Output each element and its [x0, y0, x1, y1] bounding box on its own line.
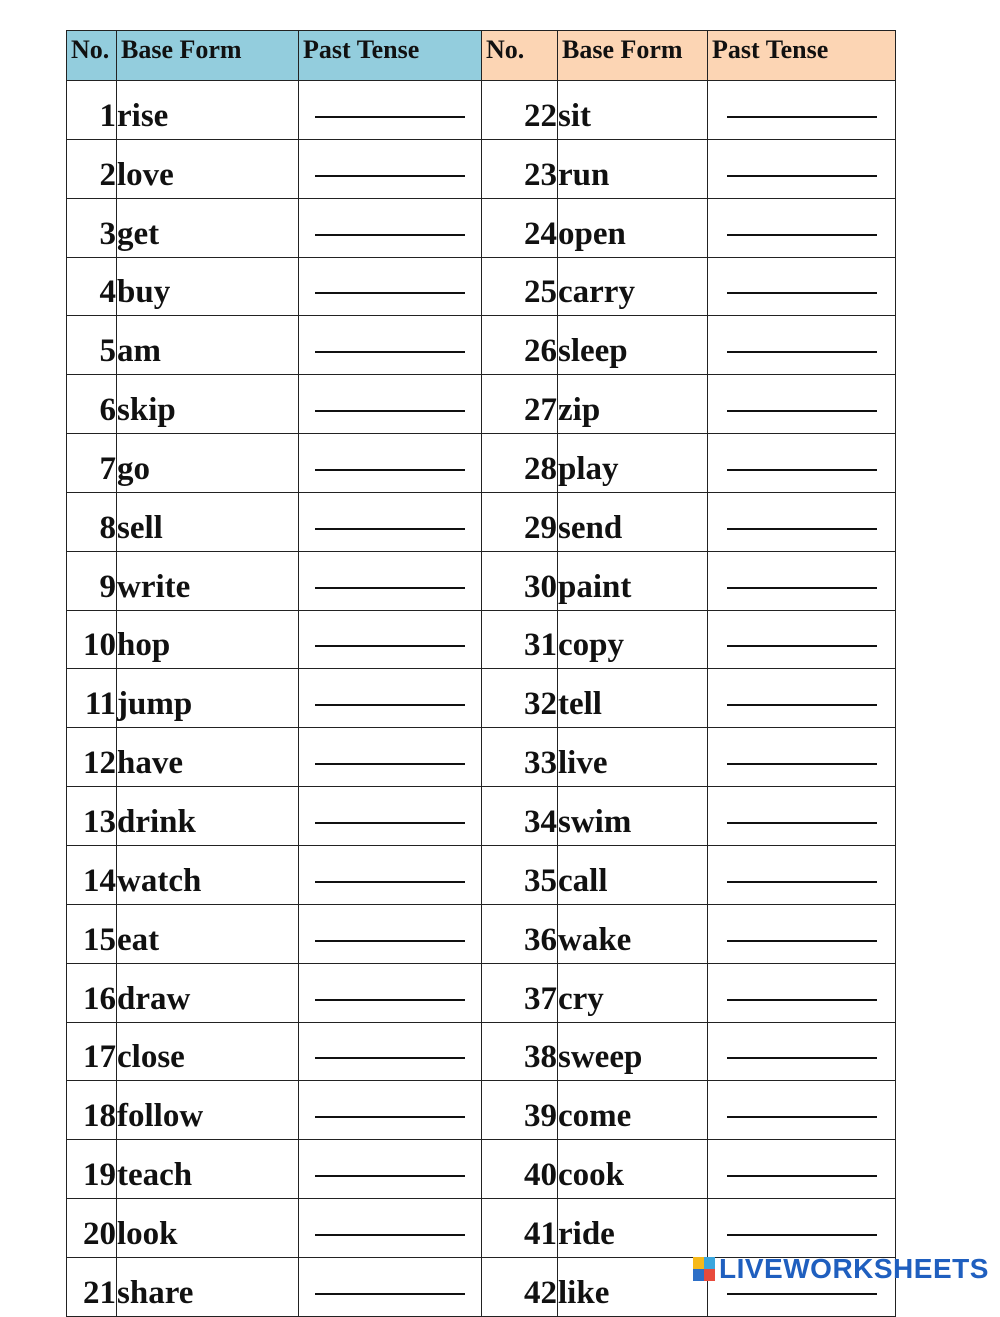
answer-blank-line[interactable]: [727, 1291, 877, 1295]
answer-blank-line[interactable]: [727, 1173, 877, 1177]
right-past-tense-blank[interactable]: [708, 669, 896, 728]
right-past-tense-blank[interactable]: [708, 610, 896, 669]
answer-blank-line[interactable]: [315, 114, 465, 118]
right-base-form: cook: [558, 1140, 708, 1199]
table-row: [67, 1022, 896, 1081]
table-row: [67, 904, 896, 963]
left-base-form: rise: [117, 81, 299, 140]
left-past-tense-blank[interactable]: [299, 198, 482, 257]
answer-blank-line[interactable]: [727, 997, 877, 1001]
answer-blank-line[interactable]: [315, 467, 465, 471]
left-past-tense-blank[interactable]: [299, 551, 482, 610]
right-number: 27: [482, 375, 558, 434]
right-past-tense-blank[interactable]: [708, 198, 896, 257]
left-number: 9: [67, 551, 117, 610]
right-past-tense-blank[interactable]: [708, 963, 896, 1022]
answer-blank-line[interactable]: [315, 290, 465, 294]
right-header-base-form: Base Form: [558, 31, 708, 81]
right-header-no: No.: [482, 31, 558, 81]
right-base-form: zip: [558, 375, 708, 434]
right-number: 24: [482, 198, 558, 257]
right-past-tense-blank[interactable]: [708, 375, 896, 434]
answer-blank-line[interactable]: [727, 702, 877, 706]
right-past-tense-blank[interactable]: [708, 904, 896, 963]
right-number: 26: [482, 316, 558, 375]
left-past-tense-blank[interactable]: [299, 1081, 482, 1140]
left-number: 19: [67, 1140, 117, 1199]
answer-blank-line[interactable]: [315, 1291, 465, 1295]
left-number: 11: [67, 669, 117, 728]
left-base-form: am: [117, 316, 299, 375]
left-base-form: jump: [117, 669, 299, 728]
left-base-form: skip: [117, 375, 299, 434]
answer-blank-line[interactable]: [315, 1173, 465, 1177]
right-number: 29: [482, 492, 558, 551]
answer-blank-line[interactable]: [727, 408, 877, 412]
table-row: [67, 963, 896, 1022]
left-past-tense-blank[interactable]: [299, 434, 482, 493]
left-past-tense-blank[interactable]: [299, 139, 482, 198]
left-base-form: drink: [117, 787, 299, 846]
left-past-tense-blank[interactable]: [299, 375, 482, 434]
left-number: 20: [67, 1199, 117, 1258]
table-row: [67, 198, 896, 257]
right-base-form: sleep: [558, 316, 708, 375]
left-number: 1: [67, 81, 117, 140]
right-base-form: play: [558, 434, 708, 493]
answer-blank-line[interactable]: [727, 349, 877, 353]
left-base-form: draw: [117, 963, 299, 1022]
answer-blank-line[interactable]: [315, 526, 465, 530]
left-number: 18: [67, 1081, 117, 1140]
left-base-form: watch: [117, 845, 299, 904]
right-base-form: live: [558, 728, 708, 787]
table-row: [67, 551, 896, 610]
answer-blank-line[interactable]: [315, 879, 465, 883]
left-number: 10: [67, 610, 117, 669]
left-number: 21: [67, 1257, 117, 1316]
answer-blank-line[interactable]: [315, 349, 465, 353]
answer-blank-line[interactable]: [315, 1232, 465, 1236]
right-number: 31: [482, 610, 558, 669]
left-number: 17: [67, 1022, 117, 1081]
left-base-form: have: [117, 728, 299, 787]
table-row: [67, 316, 896, 375]
left-number: 2: [67, 139, 117, 198]
left-base-form: look: [117, 1199, 299, 1258]
answer-blank-line[interactable]: [727, 585, 877, 589]
right-past-tense-blank[interactable]: [708, 434, 896, 493]
left-number: 15: [67, 904, 117, 963]
right-past-tense-blank[interactable]: [708, 787, 896, 846]
table-row: [67, 434, 896, 493]
table-row: [67, 610, 896, 669]
right-past-tense-blank[interactable]: [708, 492, 896, 551]
right-number: 35: [482, 845, 558, 904]
table-row: [67, 669, 896, 728]
right-number: 39: [482, 1081, 558, 1140]
right-base-form: run: [558, 139, 708, 198]
table-row: [67, 728, 896, 787]
answer-blank-line[interactable]: [315, 761, 465, 765]
right-past-tense-blank[interactable]: [708, 1199, 896, 1258]
right-number: 42: [482, 1257, 558, 1316]
answer-blank-line[interactable]: [315, 1114, 465, 1118]
right-base-form: cry: [558, 963, 708, 1022]
left-header-past-tense: Past Tense: [299, 31, 482, 81]
right-base-form: tell: [558, 669, 708, 728]
answer-blank-line[interactable]: [315, 702, 465, 706]
left-base-form: share: [117, 1257, 299, 1316]
left-base-form: follow: [117, 1081, 299, 1140]
answer-blank-line[interactable]: [727, 467, 877, 471]
left-past-tense-blank[interactable]: [299, 316, 482, 375]
answer-blank-line[interactable]: [727, 761, 877, 765]
answer-blank-line[interactable]: [315, 938, 465, 942]
right-past-tense-blank[interactable]: [708, 81, 896, 140]
answer-blank-line[interactable]: [727, 643, 877, 647]
right-number: 41: [482, 1199, 558, 1258]
answer-blank-line[interactable]: [727, 1232, 877, 1236]
left-number: 5: [67, 316, 117, 375]
left-past-tense-blank[interactable]: [299, 1140, 482, 1199]
left-past-tense-blank[interactable]: [299, 81, 482, 140]
table-row: [67, 492, 896, 551]
answer-blank-line[interactable]: [727, 1114, 877, 1118]
right-base-form: send: [558, 492, 708, 551]
right-base-form: ride: [558, 1199, 708, 1258]
right-past-tense-blank[interactable]: [708, 1140, 896, 1199]
left-past-tense-blank[interactable]: [299, 669, 482, 728]
left-base-form: get: [117, 198, 299, 257]
left-base-form: write: [117, 551, 299, 610]
liveworksheets-icon: [693, 1257, 715, 1281]
left-past-tense-blank[interactable]: [299, 787, 482, 846]
left-base-form: sell: [117, 492, 299, 551]
answer-blank-line[interactable]: [727, 290, 877, 294]
right-header-past-tense: Past Tense: [708, 31, 896, 81]
right-base-form: like: [558, 1257, 708, 1316]
left-number: 8: [67, 492, 117, 551]
right-number: 28: [482, 434, 558, 493]
right-base-form: sweep: [558, 1022, 708, 1081]
left-number: 4: [67, 257, 117, 316]
left-header-base-form: Base Form: [117, 31, 299, 81]
header-row: [67, 31, 896, 81]
table-row: [67, 81, 896, 140]
left-past-tense-blank[interactable]: [299, 1257, 482, 1316]
left-base-form: eat: [117, 904, 299, 963]
left-base-form: love: [117, 139, 299, 198]
right-number: 23: [482, 139, 558, 198]
answer-blank-line[interactable]: [315, 585, 465, 589]
answer-blank-line[interactable]: [727, 879, 877, 883]
right-number: 36: [482, 904, 558, 963]
answer-blank-line[interactable]: [315, 997, 465, 1001]
right-base-form: wake: [558, 904, 708, 963]
left-past-tense-blank[interactable]: [299, 610, 482, 669]
answer-blank-line[interactable]: [727, 114, 877, 118]
verb-rows: [67, 81, 896, 1317]
right-base-form: swim: [558, 787, 708, 846]
table-row: [67, 257, 896, 316]
answer-blank-line[interactable]: [727, 1055, 877, 1059]
left-base-form: go: [117, 434, 299, 493]
right-number: 40: [482, 1140, 558, 1199]
right-number: 25: [482, 257, 558, 316]
right-number: 30: [482, 551, 558, 610]
answer-blank-line[interactable]: [727, 938, 877, 942]
left-number: 7: [67, 434, 117, 493]
answer-blank-line[interactable]: [727, 232, 877, 236]
right-number: 33: [482, 728, 558, 787]
liveworksheets-logo: [693, 1254, 989, 1284]
right-number: 37: [482, 963, 558, 1022]
answer-blank-line[interactable]: [315, 820, 465, 824]
right-past-tense-blank[interactable]: [708, 728, 896, 787]
verb-worksheet-table: [66, 30, 896, 1317]
left-number: 12: [67, 728, 117, 787]
left-number: 16: [67, 963, 117, 1022]
right-past-tense-blank[interactable]: [708, 139, 896, 198]
right-number: 32: [482, 669, 558, 728]
table-row: [67, 1140, 896, 1199]
answer-blank-line[interactable]: [315, 1055, 465, 1059]
right-base-form: call: [558, 845, 708, 904]
left-past-tense-blank[interactable]: [299, 1022, 482, 1081]
table-row: [67, 375, 896, 434]
right-base-form: open: [558, 198, 708, 257]
right-base-form: come: [558, 1081, 708, 1140]
right-base-form: paint: [558, 551, 708, 610]
left-past-tense-blank[interactable]: [299, 963, 482, 1022]
left-base-form: teach: [117, 1140, 299, 1199]
table-row: [67, 787, 896, 846]
left-past-tense-blank[interactable]: [299, 492, 482, 551]
answer-blank-line[interactable]: [315, 408, 465, 412]
answer-blank-line[interactable]: [315, 232, 465, 236]
right-past-tense-blank[interactable]: [708, 551, 896, 610]
right-past-tense-blank[interactable]: [708, 845, 896, 904]
left-base-form: buy: [117, 257, 299, 316]
answer-blank-line[interactable]: [315, 173, 465, 177]
right-past-tense-blank[interactable]: [708, 1081, 896, 1140]
right-number: 38: [482, 1022, 558, 1081]
right-base-form: sit: [558, 81, 708, 140]
left-base-form: close: [117, 1022, 299, 1081]
logo-text: LIVEWORKSHEETS: [719, 1253, 989, 1284]
answer-blank-line[interactable]: [315, 643, 465, 647]
right-number: 34: [482, 787, 558, 846]
left-past-tense-blank[interactable]: [299, 257, 482, 316]
answer-blank-line[interactable]: [727, 526, 877, 530]
left-number: 3: [67, 198, 117, 257]
left-number: 6: [67, 375, 117, 434]
table-row: [67, 1199, 896, 1258]
left-past-tense-blank[interactable]: [299, 1199, 482, 1258]
table-row: [67, 139, 896, 198]
table-row: [67, 845, 896, 904]
right-past-tense-blank[interactable]: [708, 316, 896, 375]
left-past-tense-blank[interactable]: [299, 845, 482, 904]
left-past-tense-blank[interactable]: [299, 728, 482, 787]
left-number: 13: [67, 787, 117, 846]
answer-blank-line[interactable]: [727, 820, 877, 824]
right-past-tense-blank[interactable]: [708, 1022, 896, 1081]
right-base-form: copy: [558, 610, 708, 669]
left-base-form: hop: [117, 610, 299, 669]
left-past-tense-blank[interactable]: [299, 904, 482, 963]
left-number: 14: [67, 845, 117, 904]
left-header-no: No.: [67, 31, 117, 81]
table-row: [67, 1081, 896, 1140]
answer-blank-line[interactable]: [727, 173, 877, 177]
right-base-form: carry: [558, 257, 708, 316]
right-past-tense-blank[interactable]: [708, 257, 896, 316]
right-number: 22: [482, 81, 558, 140]
